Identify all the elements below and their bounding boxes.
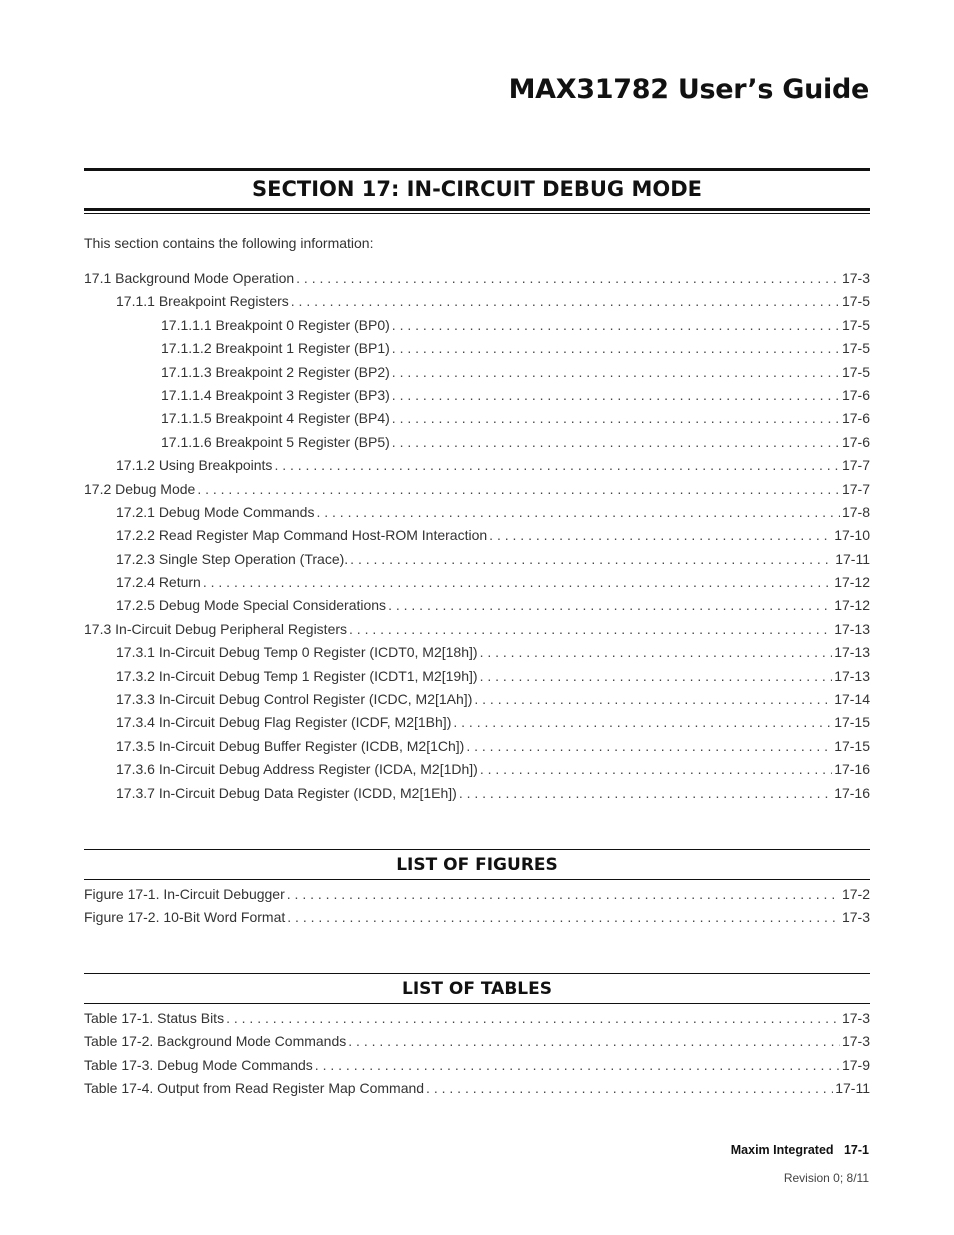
toc-entry-page: 17-13 <box>834 620 870 637</box>
toc-entry-label: 17.2.2 Read Register Map Command Host-ROM Interaction <box>116 527 488 544</box>
dot-leader <box>315 1057 840 1073</box>
toc-entry[interactable] <box>84 434 870 457</box>
dot-leader <box>316 504 840 520</box>
toc-entry-label: 17.1.1.2 Breakpoint 1 Register (BP1) <box>161 340 390 357</box>
toc-entry[interactable] <box>84 410 870 433</box>
toc-entry-page: 17-5 <box>841 363 870 380</box>
toc-entry[interactable] <box>84 574 870 597</box>
dot-leader <box>287 909 840 925</box>
section-top-rule <box>84 168 870 171</box>
toc-entry-page: 17-12 <box>834 574 870 591</box>
toc-entry[interactable] <box>84 1057 870 1080</box>
toc-entry[interactable] <box>84 785 870 808</box>
dot-leader <box>291 293 840 309</box>
dot-leader <box>392 317 840 333</box>
toc-entry[interactable] <box>84 909 870 932</box>
toc-entry-label: 17.1.1 Breakpoint Registers <box>116 293 289 310</box>
toc-entry-page: 17-3 <box>841 909 870 926</box>
footer-revision: Revision 0; 8/11 <box>783 1171 869 1185</box>
toc-entry[interactable] <box>84 340 870 363</box>
toc-entry-label: 17.3.7 In-Circuit Debug Data Register (ICDD, M2[1Eh]) <box>116 784 457 801</box>
toc-entry-page: 17-6 <box>841 410 870 427</box>
dot-leader <box>480 668 833 684</box>
toc-entry-label: 17.2.3 Single Step Operation (Trace). <box>116 550 349 567</box>
toc-entry-label: 17.1.1.5 Breakpoint 4 Register (BP4) <box>161 410 390 427</box>
toc-entry-label: Table 17-3. Debug Mode Commands <box>84 1056 313 1073</box>
intro-text: This section contains the following information: <box>84 235 374 251</box>
tables-entries <box>84 1010 870 1104</box>
toc-entry-label: 17.1.1.6 Breakpoint 5 Register (BP5) <box>161 433 390 450</box>
toc-entry-page: 17-6 <box>841 386 870 403</box>
toc-entry[interactable] <box>84 551 870 574</box>
dot-leader <box>287 886 840 902</box>
toc-entry-label: Table 17-1. Status Bits <box>84 1010 225 1026</box>
dot-leader <box>226 1010 840 1026</box>
toc-entry-label: 17.3.2 In-Circuit Debug Temp 1 Register (ICDT1, M2[19h]) <box>116 667 478 684</box>
toc-entry[interactable] <box>84 481 870 504</box>
toc-entry[interactable] <box>84 1080 870 1103</box>
dot-leader <box>480 644 833 660</box>
toc-entry[interactable] <box>84 761 870 784</box>
figures-header: LIST OF FIGURES <box>396 855 558 875</box>
toc-entry-label: 17.3.3 In-Circuit Debug Control Register (ICDC, M2[1Ah]) <box>116 691 473 708</box>
dot-leader <box>388 597 832 613</box>
toc-entry-label: Figure 17-1. In-Circuit Debugger <box>84 886 285 902</box>
dot-leader <box>392 364 840 380</box>
dot-leader <box>349 621 832 637</box>
dot-leader <box>459 785 832 801</box>
list-of-figures <box>84 849 870 933</box>
toc-entry-label: 17.1.1.4 Breakpoint 3 Register (BP3) <box>161 386 390 403</box>
dot-leader <box>489 527 832 543</box>
toc-entry-page: 17-3 <box>841 270 870 286</box>
dot-leader <box>197 481 840 497</box>
toc-entry-page: 17-9 <box>841 1056 870 1073</box>
dot-leader <box>392 434 840 450</box>
toc-entry-label: 17.2.4 Return <box>116 574 201 591</box>
toc-entry[interactable] <box>84 364 870 387</box>
toc-entry-page: 17-2 <box>841 886 870 902</box>
toc-entry[interactable] <box>84 691 870 714</box>
toc-entry-page: 17-3 <box>841 1033 870 1050</box>
footer-company-page: Maxim Integrated 17-1 <box>730 1143 869 1157</box>
tables-bottom-rule <box>84 1003 870 1004</box>
toc-entry-page: 17-5 <box>841 340 870 357</box>
toc-entry[interactable] <box>84 644 870 667</box>
toc-entry[interactable] <box>84 293 870 316</box>
toc-entry[interactable] <box>84 1033 870 1056</box>
toc-entry-label: 17.1.2 Using Breakpoints <box>116 457 273 474</box>
toc-entry-page: 17-5 <box>841 316 870 333</box>
toc-entry-page: 17-3 <box>841 1010 870 1026</box>
dot-leader <box>480 761 832 777</box>
toc-entry[interactable] <box>84 714 870 737</box>
toc-entry-label: Table 17-2. Background Mode Commands <box>84 1033 347 1050</box>
section-bottom-rule-thick <box>84 208 870 211</box>
dot-leader <box>426 1080 833 1096</box>
toc-entry-page: 17-10 <box>834 527 870 544</box>
toc-entry-page: 17-6 <box>841 433 870 450</box>
table-of-contents <box>84 270 870 808</box>
toc-entry-page: 17-16 <box>834 784 870 801</box>
document-title: MAX31782 User’s Guide <box>508 74 869 105</box>
toc-entry-label: 17.1.1.3 Breakpoint 2 Register (BP2) <box>161 363 390 380</box>
toc-entry-label: 17.1.1.1 Breakpoint 0 Register (BP0) <box>161 316 390 333</box>
toc-entry-page: 17-11 <box>835 1080 870 1097</box>
section-bottom-rule-thin <box>84 213 870 214</box>
toc-entry-page: 17-7 <box>841 480 870 497</box>
toc-entry-label: 17.3 In-Circuit Debug Peripheral Registers <box>84 620 348 637</box>
toc-entry[interactable] <box>84 886 870 909</box>
section-header <box>84 168 870 214</box>
dot-leader <box>392 410 840 426</box>
toc-entry-page: 17-14 <box>834 691 870 708</box>
tables-header: LIST OF TABLES <box>402 979 552 999</box>
section-title: SECTION 17: IN-CIRCUIT DEBUG MODE <box>251 177 702 201</box>
tables-top-rule <box>84 973 870 974</box>
dot-leader <box>453 714 832 730</box>
toc-entry-label: 17.3.1 In-Circuit Debug Temp 0 Register (ICDT0, M2[18h]) <box>116 644 478 661</box>
toc-entry-page: 17-16 <box>834 761 870 778</box>
toc-entry-label: 17.2.5 Debug Mode Special Considerations <box>116 597 387 614</box>
toc-entry-label: 17.2 Debug Mode <box>84 480 196 497</box>
toc-entry-label: 17.3.4 In-Circuit Debug Flag Register (ICDF, M2[1Bh]) <box>116 714 452 731</box>
dot-leader <box>474 691 832 707</box>
toc-entry[interactable] <box>84 738 870 761</box>
list-of-tables <box>84 973 870 1104</box>
dot-leader <box>350 551 833 567</box>
dot-leader <box>296 270 840 286</box>
toc-entry[interactable] <box>84 270 870 293</box>
figures-bottom-rule <box>84 879 870 880</box>
toc-entry-page: 17-15 <box>834 737 870 754</box>
figures-top-rule <box>84 849 870 850</box>
toc-entry-label: 17.1 Background Mode Operation <box>84 270 295 286</box>
toc-entry-page: 17-11 <box>835 550 870 567</box>
toc-entry-page: 17-8 <box>841 503 870 520</box>
toc-entry-page: 17-7 <box>841 457 870 474</box>
dot-leader <box>392 387 840 403</box>
toc-entry-label: Figure 17-2. 10-Bit Word Format <box>84 909 286 926</box>
toc-entry-label: 17.3.5 In-Circuit Debug Buffer Register (ICDB, M2[1Ch]) <box>116 737 465 754</box>
toc-entry[interactable] <box>84 527 870 550</box>
toc-entry[interactable] <box>84 597 870 620</box>
toc-entry[interactable] <box>84 317 870 340</box>
toc-entry-page: 17-12 <box>834 597 870 614</box>
toc-entry-page: 17-13 <box>834 667 870 684</box>
toc-entry-label: 17.3.6 In-Circuit Debug Address Register (ICDA, M2[1Dh]) <box>116 761 478 778</box>
figures-entries <box>84 886 870 933</box>
toc-entry[interactable] <box>84 621 870 644</box>
toc-entry-page: 17-15 <box>834 714 870 731</box>
dot-leader <box>392 340 840 356</box>
dot-leader <box>348 1033 840 1049</box>
dot-leader <box>274 457 840 473</box>
toc-entry[interactable] <box>84 457 870 480</box>
toc-entry-label: 17.2.1 Debug Mode Commands <box>116 503 315 520</box>
toc-entry-page: 17-5 <box>841 293 870 310</box>
toc-entry-page: 17-13 <box>834 644 870 661</box>
dot-leader <box>203 574 832 590</box>
toc-entry-label: Table 17-4. Output from Read Register Map Command <box>84 1080 425 1097</box>
toc-entry[interactable] <box>84 668 870 691</box>
toc-entry[interactable] <box>84 1010 870 1033</box>
toc-entry[interactable] <box>84 387 870 410</box>
dot-leader <box>466 738 832 754</box>
toc-entry[interactable] <box>84 504 870 527</box>
